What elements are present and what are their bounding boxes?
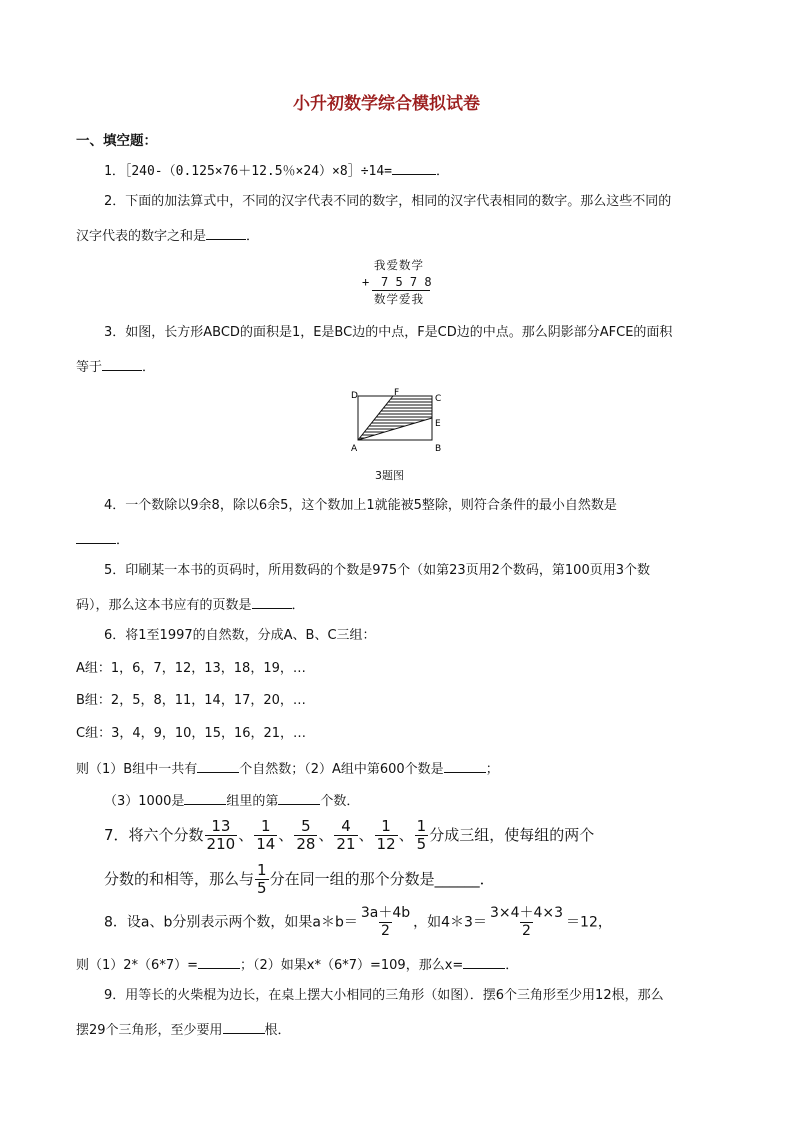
q8-b: ，如4＊3＝ <box>413 914 487 931</box>
q6-ask1a: 则（1）B组中一共有 <box>76 762 198 777</box>
answer-blank[interactable] <box>76 531 116 544</box>
denominator: 14 <box>256 835 276 853</box>
answer-blank[interactable] <box>252 596 292 609</box>
q3-end: ． <box>142 360 156 375</box>
q9-line2 <box>76 1021 291 1039</box>
fraction <box>294 818 317 853</box>
q2-line2-text: 汉字代表的数字之和是 <box>76 229 207 244</box>
label-E: E <box>435 419 441 429</box>
q8-end: ． <box>505 958 519 973</box>
denominator: 5 <box>257 879 267 897</box>
q6-ask2c: 个数． <box>320 794 360 809</box>
answer-blank[interactable] <box>444 760 486 773</box>
denominator: 2 <box>522 923 531 939</box>
numerator: 3a＋4b <box>360 905 411 921</box>
separator: 、 <box>238 826 254 844</box>
q7-line2a: 分数的和相等，那么与 <box>104 870 255 888</box>
q3-line1: 3．如图，长方形ABCD的面积是1，E是BC边的中点，F是CD边的中点。那么阴影部分AFCE的面积 <box>104 325 673 340</box>
fraction <box>205 818 238 853</box>
page-title: 小升初数学综合模拟试卷 <box>293 94 480 114</box>
q6-ask1b: 个自然数；（2）A组中第600个数是 <box>239 762 444 777</box>
label-C: C <box>435 394 442 404</box>
denominator: 2 <box>381 923 390 939</box>
section-heading: 一、填空题： <box>76 133 157 149</box>
addition-plus: + <box>362 275 370 289</box>
denominator: 12 <box>376 835 396 853</box>
q6-line1: 6．将1至1997的自然数，分成A、B、C三组： <box>104 628 376 643</box>
q2-line1: 2．下面的加法算式中，不同的汉字代表不同的数字，相同的汉字代表相同的数字。那么这些不同的 <box>104 194 672 209</box>
answer-blank[interactable] <box>198 956 240 969</box>
q7-prefix: 7．将六个分数 <box>104 826 204 844</box>
label-F: F <box>394 388 400 398</box>
q8-a: 8．设a、b分别表示两个数，如果a＊b＝ <box>104 914 358 931</box>
numerator: 4 <box>341 817 351 835</box>
q6-ask2b: 组里的第 <box>226 794 279 809</box>
separator: 、 <box>398 826 414 844</box>
q4-end: ． <box>116 533 130 548</box>
answer-blank[interactable] <box>463 956 505 969</box>
q5-line2-text: 码），那么这本书应有的页数是 <box>76 598 252 613</box>
fraction <box>415 818 429 853</box>
q5-line2 <box>76 596 305 614</box>
numerator: 13 <box>211 817 231 835</box>
q1-end: ． <box>436 164 450 179</box>
answer-blank[interactable] <box>102 358 142 371</box>
answer-blank[interactable] <box>223 1021 265 1034</box>
addition-top: 我爱数学 <box>374 258 424 272</box>
addition-sum: 数学爱我 <box>374 292 424 306</box>
separator: 、 <box>278 826 294 844</box>
q7-line1 <box>104 818 594 853</box>
q9-line2b: 根． <box>264 1023 291 1038</box>
q4-line2 <box>76 531 129 549</box>
numerator: 1 <box>260 817 271 835</box>
q8-line2b: ；（2）如果x*（6*7）=109，那么x= <box>239 958 464 973</box>
q2-end: ． <box>246 229 260 244</box>
q2-line2 <box>76 227 259 245</box>
q3-line2-text: 等于 <box>76 360 103 375</box>
addition-addend: 7 5 7 8 <box>381 275 432 289</box>
figure-caption: 3题图 <box>375 469 404 482</box>
q8-line2a: 则（1）2*（6*7）= <box>76 958 198 973</box>
label-B: B <box>435 444 442 454</box>
fraction <box>359 905 412 940</box>
denominator: 28 <box>296 835 316 853</box>
answer-blank[interactable] <box>184 792 226 805</box>
fraction <box>255 862 269 897</box>
fraction <box>334 818 357 853</box>
answer-blank[interactable] <box>392 162 436 175</box>
answer-blank[interactable] <box>278 792 320 805</box>
q1-text: ［240-（0.125×76＋12.5％×24）×8］÷14= <box>124 164 392 179</box>
q6-ask-2 <box>104 792 359 810</box>
q1-number: 1． <box>104 164 125 179</box>
q6-ask2a: （3）1000是 <box>104 794 185 809</box>
q6-ask-1 <box>76 760 499 778</box>
label-D: D <box>351 391 358 401</box>
fraction <box>488 905 565 940</box>
numerator: 1 <box>416 817 427 835</box>
q6-group-b: B组：2，5，8，11，14，17，20，… <box>76 693 306 708</box>
numerator: 1 <box>257 861 267 879</box>
fraction <box>375 818 398 853</box>
q5-line1: 5．印刷某一本书的页码时，所用数码的个数是975个（如第23页用2个数码，第100页用3个数 <box>104 563 650 578</box>
q6-ask1c: ； <box>485 762 499 777</box>
rectangle-figure <box>350 388 446 468</box>
q7-suffix: 分成三组，使每组的两个 <box>429 826 595 844</box>
numerator: 1 <box>381 817 391 835</box>
q8-line1 <box>104 905 612 940</box>
denominator: 210 <box>206 835 236 853</box>
fraction <box>254 818 277 853</box>
q4-line1: 4．一个数除以9余8，除以6余5，这个数加上1就能被5整除，则符合条件的最小自然数是 <box>104 498 617 513</box>
q3-line2 <box>76 358 155 376</box>
separator: 、 <box>318 826 334 844</box>
q8-line2 <box>76 956 518 974</box>
q9-line2a: 摆29个三角形，至少要用 <box>76 1023 223 1038</box>
q7-end: ． <box>479 870 495 888</box>
q5-end: ． <box>291 598 305 613</box>
numerator: 3×4＋4×3 <box>489 905 564 921</box>
denominator: 5 <box>416 835 427 853</box>
separator: 、 <box>358 826 374 844</box>
q7-line2b: 分在同一组的那个分数是 <box>269 870 435 888</box>
label-A: A <box>351 444 358 454</box>
q8-c: ＝12， <box>566 914 612 931</box>
question-1 <box>104 162 449 180</box>
q7-line2 <box>104 862 495 897</box>
denominator: 21 <box>336 835 356 853</box>
answer-blank[interactable] <box>206 227 246 240</box>
numerator: 5 <box>301 817 311 835</box>
q9-line1: 9．用等长的火柴棍为边长，在桌上摆大小相同的三角形（如图）．摆6个三角形至少用12根，那么 <box>104 988 664 1003</box>
q6-group-a: A组：1，6，7，12，13，18，19，… <box>76 661 306 676</box>
answer-blank[interactable]: ______ <box>434 870 480 888</box>
answer-blank[interactable] <box>197 760 239 773</box>
q6-group-c: C组：3，4，9，10，15，16，21，… <box>76 726 307 741</box>
